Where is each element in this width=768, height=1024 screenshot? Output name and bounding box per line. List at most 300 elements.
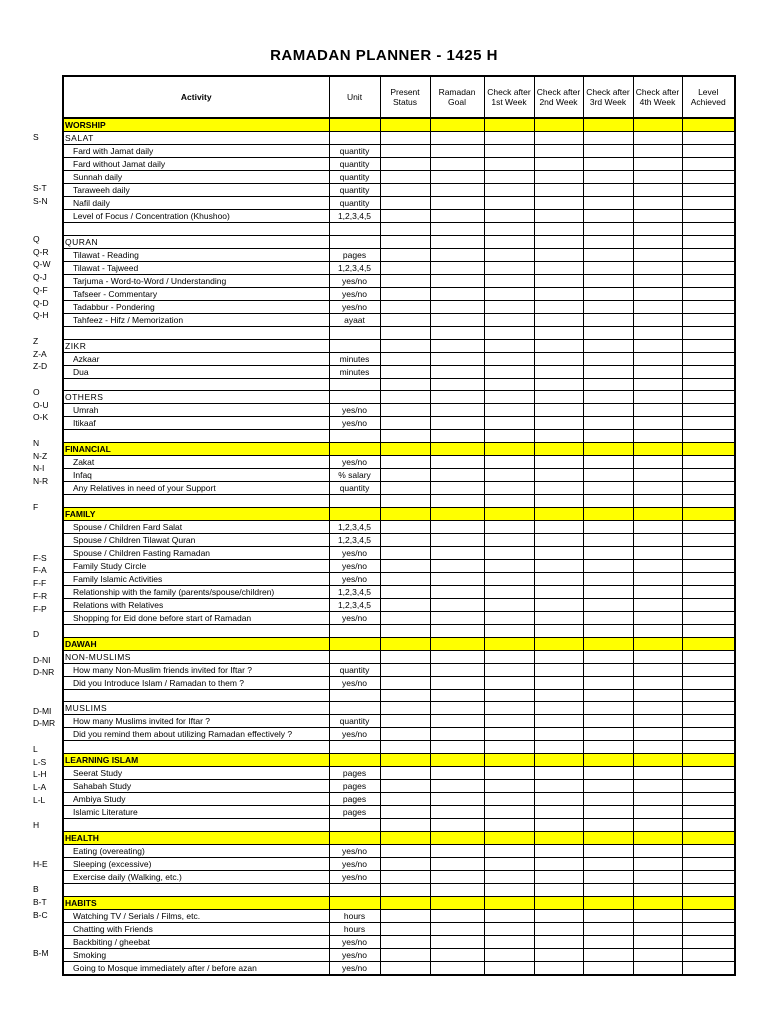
ramadan-goal-cell[interactable] <box>430 831 484 844</box>
present-status-cell[interactable] <box>380 326 430 339</box>
present-status-cell[interactable] <box>380 857 430 870</box>
check-week-2-cell[interactable] <box>534 235 583 248</box>
check-week-1-cell[interactable] <box>484 935 534 948</box>
check-week-3-cell[interactable] <box>583 741 633 754</box>
level-achieved-cell[interactable] <box>682 391 735 404</box>
check-week-4-cell[interactable] <box>633 728 682 741</box>
check-week-3-cell[interactable] <box>583 922 633 935</box>
level-achieved-cell[interactable] <box>682 482 735 495</box>
check-week-4-cell[interactable] <box>633 637 682 650</box>
check-week-3-cell[interactable] <box>583 391 633 404</box>
check-week-1-cell[interactable] <box>484 780 534 793</box>
check-week-3-cell[interactable] <box>583 896 633 909</box>
level-achieved-cell[interactable] <box>682 585 735 598</box>
level-achieved-cell[interactable] <box>682 417 735 430</box>
check-week-4-cell[interactable] <box>633 132 682 145</box>
check-week-3-cell[interactable] <box>583 572 633 585</box>
ramadan-goal-cell[interactable] <box>430 339 484 352</box>
check-week-3-cell[interactable] <box>583 780 633 793</box>
check-week-2-cell[interactable] <box>534 339 583 352</box>
check-week-4-cell[interactable] <box>633 274 682 287</box>
check-week-3-cell[interactable] <box>583 935 633 948</box>
level-achieved-cell[interactable] <box>682 896 735 909</box>
present-status-cell[interactable] <box>380 650 430 663</box>
present-status-cell[interactable] <box>380 274 430 287</box>
present-status-cell[interactable] <box>380 430 430 443</box>
level-achieved-cell[interactable] <box>682 495 735 508</box>
check-week-4-cell[interactable] <box>633 857 682 870</box>
present-status-cell[interactable] <box>380 715 430 728</box>
present-status-cell[interactable] <box>380 624 430 637</box>
check-week-4-cell[interactable] <box>633 585 682 598</box>
check-week-1-cell[interactable] <box>484 482 534 495</box>
check-week-1-cell[interactable] <box>484 495 534 508</box>
level-achieved-cell[interactable] <box>682 559 735 572</box>
ramadan-goal-cell[interactable] <box>430 559 484 572</box>
present-status-cell[interactable] <box>380 844 430 857</box>
check-week-3-cell[interactable] <box>583 495 633 508</box>
check-week-1-cell[interactable] <box>484 611 534 624</box>
check-week-3-cell[interactable] <box>583 507 633 520</box>
check-week-2-cell[interactable] <box>534 702 583 715</box>
present-status-cell[interactable] <box>380 171 430 184</box>
check-week-1-cell[interactable] <box>484 909 534 922</box>
present-status-cell[interactable] <box>380 754 430 767</box>
ramadan-goal-cell[interactable] <box>430 844 484 857</box>
present-status-cell[interactable] <box>380 520 430 533</box>
ramadan-goal-cell[interactable] <box>430 585 484 598</box>
present-status-cell[interactable] <box>380 365 430 378</box>
check-week-3-cell[interactable] <box>583 883 633 896</box>
present-status-cell[interactable] <box>380 391 430 404</box>
ramadan-goal-cell[interactable] <box>430 780 484 793</box>
check-week-2-cell[interactable] <box>534 378 583 391</box>
check-week-2-cell[interactable] <box>534 197 583 210</box>
ramadan-goal-cell[interactable] <box>430 261 484 274</box>
level-achieved-cell[interactable] <box>682 507 735 520</box>
level-achieved-cell[interactable] <box>682 961 735 975</box>
level-achieved-cell[interactable] <box>682 287 735 300</box>
ramadan-goal-cell[interactable] <box>430 598 484 611</box>
check-week-4-cell[interactable] <box>633 909 682 922</box>
check-week-1-cell[interactable] <box>484 702 534 715</box>
check-week-1-cell[interactable] <box>484 546 534 559</box>
check-week-1-cell[interactable] <box>484 443 534 456</box>
ramadan-goal-cell[interactable] <box>430 495 484 508</box>
check-week-3-cell[interactable] <box>583 728 633 741</box>
check-week-2-cell[interactable] <box>534 806 583 819</box>
present-status-cell[interactable] <box>380 118 430 132</box>
present-status-cell[interactable] <box>380 533 430 546</box>
check-week-4-cell[interactable] <box>633 287 682 300</box>
check-week-3-cell[interactable] <box>583 585 633 598</box>
check-week-2-cell[interactable] <box>534 546 583 559</box>
check-week-1-cell[interactable] <box>484 507 534 520</box>
level-achieved-cell[interactable] <box>682 223 735 236</box>
present-status-cell[interactable] <box>380 132 430 145</box>
check-week-4-cell[interactable] <box>633 650 682 663</box>
check-week-3-cell[interactable] <box>583 870 633 883</box>
check-week-4-cell[interactable] <box>633 365 682 378</box>
check-week-1-cell[interactable] <box>484 118 534 132</box>
check-week-1-cell[interactable] <box>484 520 534 533</box>
check-week-4-cell[interactable] <box>633 261 682 274</box>
level-achieved-cell[interactable] <box>682 857 735 870</box>
present-status-cell[interactable] <box>380 507 430 520</box>
check-week-1-cell[interactable] <box>484 417 534 430</box>
check-week-3-cell[interactable] <box>583 546 633 559</box>
ramadan-goal-cell[interactable] <box>430 961 484 975</box>
check-week-1-cell[interactable] <box>484 819 534 832</box>
present-status-cell[interactable] <box>380 456 430 469</box>
check-week-2-cell[interactable] <box>534 145 583 158</box>
check-week-1-cell[interactable] <box>484 533 534 546</box>
check-week-2-cell[interactable] <box>534 922 583 935</box>
check-week-4-cell[interactable] <box>633 352 682 365</box>
check-week-2-cell[interactable] <box>534 443 583 456</box>
check-week-2-cell[interactable] <box>534 676 583 689</box>
check-week-4-cell[interactable] <box>633 378 682 391</box>
check-week-3-cell[interactable] <box>583 624 633 637</box>
level-achieved-cell[interactable] <box>682 365 735 378</box>
ramadan-goal-cell[interactable] <box>430 520 484 533</box>
level-achieved-cell[interactable] <box>682 145 735 158</box>
ramadan-goal-cell[interactable] <box>430 741 484 754</box>
ramadan-goal-cell[interactable] <box>430 313 484 326</box>
check-week-3-cell[interactable] <box>583 857 633 870</box>
check-week-4-cell[interactable] <box>633 495 682 508</box>
check-week-3-cell[interactable] <box>583 339 633 352</box>
check-week-4-cell[interactable] <box>633 767 682 780</box>
ramadan-goal-cell[interactable] <box>430 352 484 365</box>
ramadan-goal-cell[interactable] <box>430 456 484 469</box>
present-status-cell[interactable] <box>380 546 430 559</box>
check-week-1-cell[interactable] <box>484 831 534 844</box>
ramadan-goal-cell[interactable] <box>430 624 484 637</box>
level-achieved-cell[interactable] <box>682 520 735 533</box>
present-status-cell[interactable] <box>380 559 430 572</box>
ramadan-goal-cell[interactable] <box>430 507 484 520</box>
check-week-3-cell[interactable] <box>583 767 633 780</box>
check-week-2-cell[interactable] <box>534 935 583 948</box>
present-status-cell[interactable] <box>380 676 430 689</box>
check-week-4-cell[interactable] <box>633 145 682 158</box>
check-week-3-cell[interactable] <box>583 689 633 702</box>
check-week-4-cell[interactable] <box>633 546 682 559</box>
level-achieved-cell[interactable] <box>682 909 735 922</box>
check-week-4-cell[interactable] <box>633 806 682 819</box>
check-week-4-cell[interactable] <box>633 404 682 417</box>
ramadan-goal-cell[interactable] <box>430 715 484 728</box>
check-week-2-cell[interactable] <box>534 469 583 482</box>
present-status-cell[interactable] <box>380 870 430 883</box>
check-week-3-cell[interactable] <box>583 145 633 158</box>
level-achieved-cell[interactable] <box>682 650 735 663</box>
level-achieved-cell[interactable] <box>682 741 735 754</box>
check-week-4-cell[interactable] <box>633 197 682 210</box>
ramadan-goal-cell[interactable] <box>430 235 484 248</box>
check-week-2-cell[interactable] <box>534 184 583 197</box>
check-week-1-cell[interactable] <box>484 559 534 572</box>
check-week-2-cell[interactable] <box>534 585 583 598</box>
check-week-3-cell[interactable] <box>583 210 633 223</box>
ramadan-goal-cell[interactable] <box>430 132 484 145</box>
level-achieved-cell[interactable] <box>682 637 735 650</box>
check-week-2-cell[interactable] <box>534 326 583 339</box>
check-week-3-cell[interactable] <box>583 326 633 339</box>
check-week-4-cell[interactable] <box>633 533 682 546</box>
check-week-4-cell[interactable] <box>633 313 682 326</box>
check-week-1-cell[interactable] <box>484 184 534 197</box>
check-week-3-cell[interactable] <box>583 806 633 819</box>
ramadan-goal-cell[interactable] <box>430 689 484 702</box>
check-week-2-cell[interactable] <box>534 313 583 326</box>
check-week-3-cell[interactable] <box>583 456 633 469</box>
level-achieved-cell[interactable] <box>682 378 735 391</box>
ramadan-goal-cell[interactable] <box>430 948 484 961</box>
level-achieved-cell[interactable] <box>682 819 735 832</box>
present-status-cell[interactable] <box>380 300 430 313</box>
check-week-1-cell[interactable] <box>484 365 534 378</box>
check-week-4-cell[interactable] <box>633 702 682 715</box>
ramadan-goal-cell[interactable] <box>430 197 484 210</box>
check-week-3-cell[interactable] <box>583 948 633 961</box>
check-week-4-cell[interactable] <box>633 158 682 171</box>
present-status-cell[interactable] <box>380 495 430 508</box>
level-achieved-cell[interactable] <box>682 313 735 326</box>
check-week-2-cell[interactable] <box>534 831 583 844</box>
check-week-1-cell[interactable] <box>484 689 534 702</box>
present-status-cell[interactable] <box>380 223 430 236</box>
check-week-3-cell[interactable] <box>583 819 633 832</box>
level-achieved-cell[interactable] <box>682 248 735 261</box>
ramadan-goal-cell[interactable] <box>430 650 484 663</box>
level-achieved-cell[interactable] <box>682 935 735 948</box>
check-week-4-cell[interactable] <box>633 819 682 832</box>
check-week-1-cell[interactable] <box>484 572 534 585</box>
check-week-4-cell[interactable] <box>633 598 682 611</box>
level-achieved-cell[interactable] <box>682 948 735 961</box>
ramadan-goal-cell[interactable] <box>430 883 484 896</box>
check-week-4-cell[interactable] <box>633 689 682 702</box>
check-week-4-cell[interactable] <box>633 339 682 352</box>
ramadan-goal-cell[interactable] <box>430 819 484 832</box>
check-week-1-cell[interactable] <box>484 339 534 352</box>
ramadan-goal-cell[interactable] <box>430 572 484 585</box>
level-achieved-cell[interactable] <box>682 806 735 819</box>
check-week-2-cell[interactable] <box>534 158 583 171</box>
check-week-1-cell[interactable] <box>484 741 534 754</box>
present-status-cell[interactable] <box>380 831 430 844</box>
check-week-4-cell[interactable] <box>633 896 682 909</box>
check-week-4-cell[interactable] <box>633 184 682 197</box>
level-achieved-cell[interactable] <box>682 197 735 210</box>
present-status-cell[interactable] <box>380 896 430 909</box>
present-status-cell[interactable] <box>380 780 430 793</box>
ramadan-goal-cell[interactable] <box>430 378 484 391</box>
check-week-3-cell[interactable] <box>583 248 633 261</box>
level-achieved-cell[interactable] <box>682 469 735 482</box>
check-week-4-cell[interactable] <box>633 948 682 961</box>
check-week-2-cell[interactable] <box>534 663 583 676</box>
check-week-4-cell[interactable] <box>633 456 682 469</box>
check-week-3-cell[interactable] <box>583 793 633 806</box>
check-week-4-cell[interactable] <box>633 520 682 533</box>
level-achieved-cell[interactable] <box>682 430 735 443</box>
check-week-3-cell[interactable] <box>583 235 633 248</box>
check-week-2-cell[interactable] <box>534 948 583 961</box>
level-achieved-cell[interactable] <box>682 326 735 339</box>
level-achieved-cell[interactable] <box>682 171 735 184</box>
ramadan-goal-cell[interactable] <box>430 210 484 223</box>
check-week-1-cell[interactable] <box>484 767 534 780</box>
level-achieved-cell[interactable] <box>682 404 735 417</box>
check-week-2-cell[interactable] <box>534 417 583 430</box>
ramadan-goal-cell[interactable] <box>430 870 484 883</box>
check-week-3-cell[interactable] <box>583 909 633 922</box>
check-week-3-cell[interactable] <box>583 715 633 728</box>
ramadan-goal-cell[interactable] <box>430 248 484 261</box>
present-status-cell[interactable] <box>380 482 430 495</box>
check-week-4-cell[interactable] <box>633 572 682 585</box>
check-week-3-cell[interactable] <box>583 754 633 767</box>
ramadan-goal-cell[interactable] <box>430 287 484 300</box>
check-week-4-cell[interactable] <box>633 430 682 443</box>
check-week-4-cell[interactable] <box>633 235 682 248</box>
check-week-1-cell[interactable] <box>484 145 534 158</box>
level-achieved-cell[interactable] <box>682 572 735 585</box>
check-week-2-cell[interactable] <box>534 482 583 495</box>
check-week-2-cell[interactable] <box>534 780 583 793</box>
check-week-3-cell[interactable] <box>583 961 633 975</box>
present-status-cell[interactable] <box>380 819 430 832</box>
check-week-4-cell[interactable] <box>633 443 682 456</box>
ramadan-goal-cell[interactable] <box>430 365 484 378</box>
check-week-1-cell[interactable] <box>484 793 534 806</box>
check-week-3-cell[interactable] <box>583 637 633 650</box>
check-week-1-cell[interactable] <box>484 197 534 210</box>
ramadan-goal-cell[interactable] <box>430 118 484 132</box>
check-week-3-cell[interactable] <box>583 287 633 300</box>
check-week-3-cell[interactable] <box>583 261 633 274</box>
check-week-3-cell[interactable] <box>583 650 633 663</box>
present-status-cell[interactable] <box>380 883 430 896</box>
check-week-4-cell[interactable] <box>633 844 682 857</box>
check-week-4-cell[interactable] <box>633 326 682 339</box>
check-week-2-cell[interactable] <box>534 430 583 443</box>
check-week-3-cell[interactable] <box>583 676 633 689</box>
ramadan-goal-cell[interactable] <box>430 184 484 197</box>
present-status-cell[interactable] <box>380 948 430 961</box>
ramadan-goal-cell[interactable] <box>430 806 484 819</box>
check-week-1-cell[interactable] <box>484 883 534 896</box>
check-week-4-cell[interactable] <box>633 482 682 495</box>
level-achieved-cell[interactable] <box>682 624 735 637</box>
check-week-2-cell[interactable] <box>534 520 583 533</box>
present-status-cell[interactable] <box>380 689 430 702</box>
check-week-1-cell[interactable] <box>484 754 534 767</box>
level-achieved-cell[interactable] <box>682 870 735 883</box>
check-week-3-cell[interactable] <box>583 352 633 365</box>
check-week-4-cell[interactable] <box>633 624 682 637</box>
present-status-cell[interactable] <box>380 184 430 197</box>
check-week-1-cell[interactable] <box>484 235 534 248</box>
check-week-3-cell[interactable] <box>583 469 633 482</box>
present-status-cell[interactable] <box>380 637 430 650</box>
ramadan-goal-cell[interactable] <box>430 443 484 456</box>
check-week-4-cell[interactable] <box>633 715 682 728</box>
ramadan-goal-cell[interactable] <box>430 223 484 236</box>
check-week-4-cell[interactable] <box>633 611 682 624</box>
check-week-3-cell[interactable] <box>583 702 633 715</box>
level-achieved-cell[interactable] <box>682 184 735 197</box>
present-status-cell[interactable] <box>380 961 430 975</box>
ramadan-goal-cell[interactable] <box>430 909 484 922</box>
check-week-2-cell[interactable] <box>534 404 583 417</box>
check-week-4-cell[interactable] <box>633 469 682 482</box>
check-week-4-cell[interactable] <box>633 391 682 404</box>
present-status-cell[interactable] <box>380 741 430 754</box>
ramadan-goal-cell[interactable] <box>430 922 484 935</box>
ramadan-goal-cell[interactable] <box>430 676 484 689</box>
level-achieved-cell[interactable] <box>682 883 735 896</box>
level-achieved-cell[interactable] <box>682 689 735 702</box>
level-achieved-cell[interactable] <box>682 352 735 365</box>
check-week-2-cell[interactable] <box>534 365 583 378</box>
level-achieved-cell[interactable] <box>682 533 735 546</box>
check-week-1-cell[interactable] <box>484 469 534 482</box>
check-week-4-cell[interactable] <box>633 118 682 132</box>
check-week-3-cell[interactable] <box>583 404 633 417</box>
check-week-3-cell[interactable] <box>583 611 633 624</box>
check-week-1-cell[interactable] <box>484 844 534 857</box>
check-week-3-cell[interactable] <box>583 443 633 456</box>
present-status-cell[interactable] <box>380 404 430 417</box>
check-week-1-cell[interactable] <box>484 870 534 883</box>
check-week-4-cell[interactable] <box>633 780 682 793</box>
check-week-1-cell[interactable] <box>484 248 534 261</box>
level-achieved-cell[interactable] <box>682 300 735 313</box>
check-week-1-cell[interactable] <box>484 598 534 611</box>
check-week-4-cell[interactable] <box>633 741 682 754</box>
level-achieved-cell[interactable] <box>682 844 735 857</box>
ramadan-goal-cell[interactable] <box>430 546 484 559</box>
ramadan-goal-cell[interactable] <box>430 611 484 624</box>
present-status-cell[interactable] <box>380 585 430 598</box>
check-week-2-cell[interactable] <box>534 300 583 313</box>
level-achieved-cell[interactable] <box>682 767 735 780</box>
check-week-4-cell[interactable] <box>633 210 682 223</box>
check-week-3-cell[interactable] <box>583 533 633 546</box>
check-week-4-cell[interactable] <box>633 831 682 844</box>
ramadan-goal-cell[interactable] <box>430 404 484 417</box>
present-status-cell[interactable] <box>380 469 430 482</box>
ramadan-goal-cell[interactable] <box>430 896 484 909</box>
level-achieved-cell[interactable] <box>682 780 735 793</box>
level-achieved-cell[interactable] <box>682 922 735 935</box>
check-week-2-cell[interactable] <box>534 819 583 832</box>
present-status-cell[interactable] <box>380 909 430 922</box>
present-status-cell[interactable] <box>380 598 430 611</box>
check-week-3-cell[interactable] <box>583 171 633 184</box>
present-status-cell[interactable] <box>380 417 430 430</box>
check-week-1-cell[interactable] <box>484 806 534 819</box>
ramadan-goal-cell[interactable] <box>430 793 484 806</box>
check-week-2-cell[interactable] <box>534 689 583 702</box>
check-week-2-cell[interactable] <box>534 507 583 520</box>
check-week-1-cell[interactable] <box>484 857 534 870</box>
check-week-1-cell[interactable] <box>484 352 534 365</box>
